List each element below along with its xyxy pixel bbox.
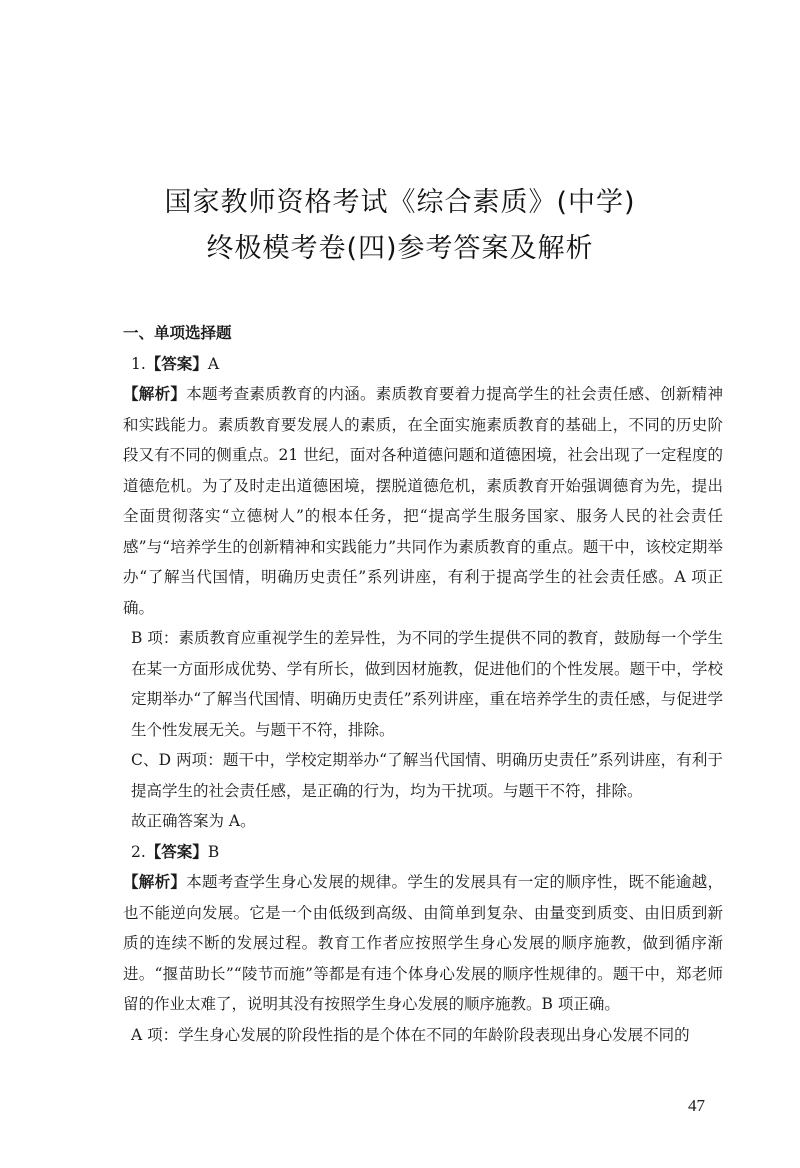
- q1-answer: A: [207, 354, 220, 373]
- title-line-2: 终极模考卷(四)参考答案及解析: [206, 233, 594, 264]
- q2-answer: B: [207, 842, 220, 861]
- q1-answer-line: [123, 349, 723, 380]
- q2-analysis: [123, 867, 723, 1020]
- q1-analysis: [123, 379, 723, 623]
- page-number: 47: [688, 1096, 705, 1115]
- q1-answer-label: 【答案】: [145, 354, 208, 373]
- q1-conclusion: 故正确答案为 A。: [131, 812, 256, 830]
- q1-option-b: B 项：素质教育应重视学生的差异性，为不同的学生提供不同的教育，鼓励每一个学生在某一方面形成优势、学有所长，做到因材施教，促进他们的个性发展。题干中，学校定期举办“了解当代国情、明确历史责任”系列讲座，重在培养学生的责任感，与促进学生个性发展无关。与题干不符，排除。: [131, 629, 723, 739]
- q1-number: 1.: [131, 354, 146, 373]
- q1-analysis-text: 本题考查素质教育的内涵。素质教育要着力提高学生的社会责任感、创新精神和实践能力。素质教育要发展人的素质，在全面实施素质教育的基础上，不同的历史阶段又有不同的侧重点。21 世纪，面对各种道德问题和道德困境，社会出现了一定程度的道德危机。为了及时走出道德困境，摆脱道德危机，素质教育开始强调德育为先，提出全面贯彻落实“立德树人”的根本任务，把“提高学生服务国家、服务人民的社会责任感”与“培养学生的创新精神和实践能力”共同作为素质教育的重点。题干中，该校定期举办“了解当代国情，明确历史责任”系列讲座，有利于提高学生的社会责任感。A 项正确。: [123, 385, 723, 617]
- q2-analysis-text: 本题考查学生身心发展的规律。学生的发展具有一定的顺序性，既不能逾越，也不能逆向发展。它是一个由低级到高级、由简单到复杂、由量变到质变、由旧质到新质的连续不断的发展过程。教育工作者应按照学生身心发展的顺序施教，做到循序渐进。“揠苗助长”“陵节而施”等都是有违个体身心发展的顺序性规律的。题干中，郑老师留的作业太难了，说明其没有按照学生身心发展的顺序施教。B 项正确。: [123, 873, 723, 1013]
- q2-answer-line: [123, 837, 723, 868]
- q1-analysis-label: 【解析】: [123, 385, 187, 403]
- answer-body: [123, 318, 723, 1050]
- title-line-1: 国家教师资格考试《综合素质》(中学): [164, 187, 636, 218]
- q2-number: 2.: [131, 842, 146, 861]
- q2-answer-label: 【答案】: [145, 842, 208, 861]
- q1-option-cd: C、D 两项：题干中，学校定期举办“了解当代国情、明确历史责任”系列讲座，有利于提高学生的社会责任感，是正确的行为，均为干扰项。与题干不符，排除。: [131, 751, 723, 800]
- q2-analysis-label: 【解析】: [123, 873, 187, 891]
- section-heading: 一、单项选择题: [123, 324, 232, 342]
- q2-option-a: A 项：学生身心发展的阶段性指的是个体在不同的年龄阶段表现出身心发展不同的: [131, 1025, 690, 1044]
